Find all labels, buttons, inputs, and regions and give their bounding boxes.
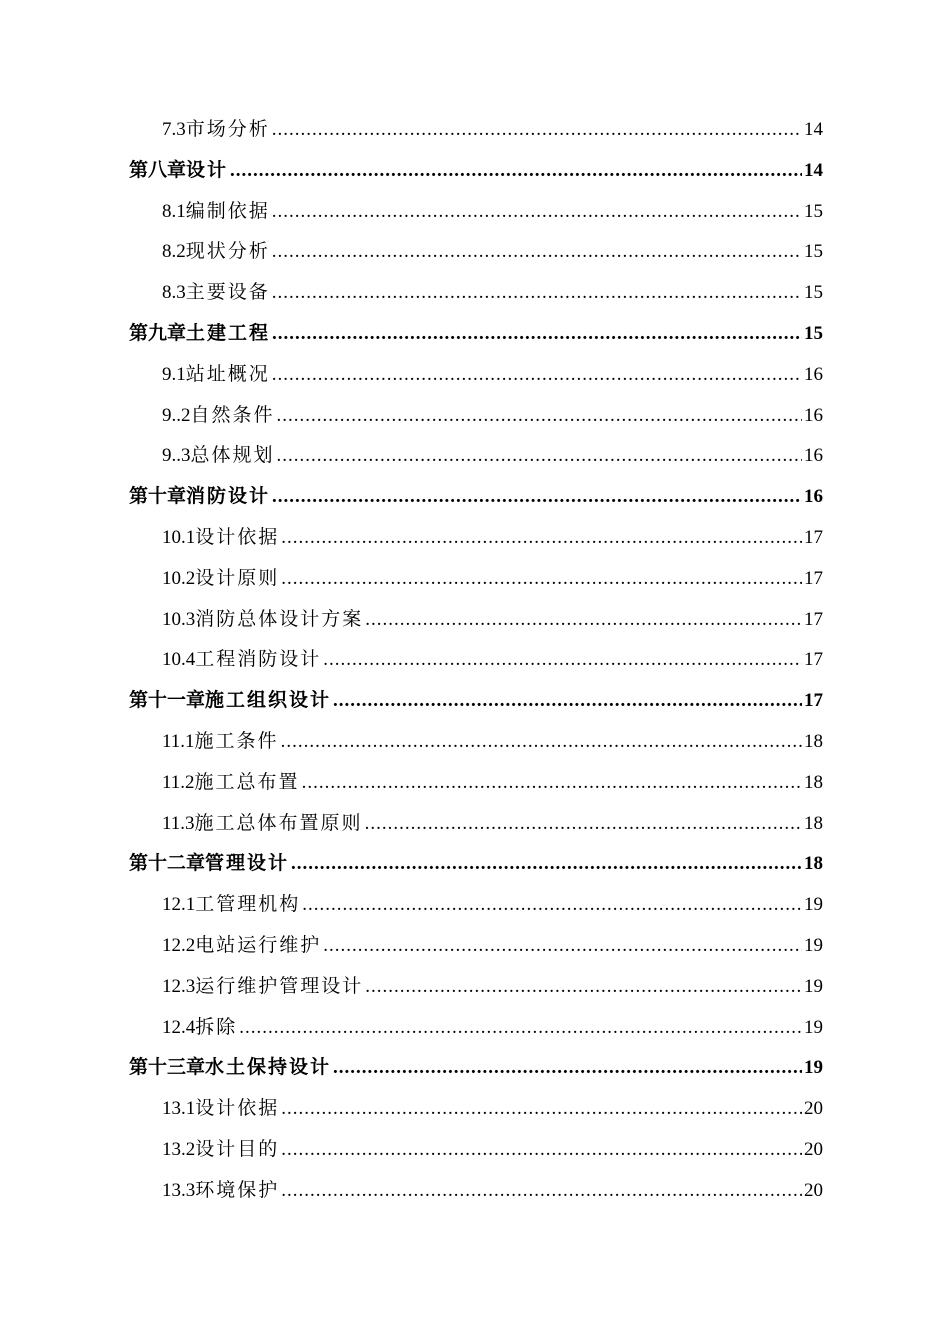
toc-entry-number: 12.3 — [162, 975, 196, 997]
toc-chapter-entry[interactable] — [0, 1047, 950, 1088]
toc-section-entry[interactable] — [0, 1007, 950, 1048]
toc-dot-leader — [230, 151, 802, 192]
toc-page-number: 17 — [804, 649, 823, 671]
toc-section-entry[interactable] — [0, 966, 950, 1007]
toc-entry-title: 现状分析 — [185, 240, 270, 263]
toc-page-number: 16 — [804, 363, 823, 385]
toc-entry-number: 13.3 — [162, 1179, 196, 1201]
toc-page-number: 17 — [804, 526, 823, 548]
toc-section-entry[interactable] — [0, 517, 950, 558]
toc-entry-title: 自然条件 — [190, 403, 275, 426]
toc-entry-title: 设计目的 — [195, 1137, 280, 1160]
toc-page-number: 14 — [804, 119, 823, 140]
toc-entry-number: 12.2 — [162, 934, 196, 956]
toc-page-number: 18 — [804, 812, 823, 834]
toc-page-number: 20 — [804, 1138, 823, 1160]
toc-section-entry[interactable] — [0, 721, 950, 762]
toc-entry-title: 施工总体布置原则 — [194, 811, 363, 834]
toc-entry-title: 设计依据 — [195, 1097, 280, 1120]
toc-dot-leader — [272, 110, 802, 151]
toc-page-number: 17 — [804, 567, 823, 589]
toc-dot-leader — [239, 1008, 802, 1049]
toc-dot-leader — [281, 1171, 802, 1212]
toc-chapter-entry[interactable] — [0, 680, 950, 721]
toc-section-entry[interactable] — [0, 191, 950, 232]
toc-entry-number: 10.4 — [162, 649, 196, 671]
toc-page-number: 17 — [804, 690, 823, 712]
toc-entry-number: 13.1 — [162, 1098, 196, 1120]
toc-chapter-entry[interactable] — [0, 476, 950, 517]
toc-section-entry[interactable] — [0, 1088, 950, 1129]
toc-section-entry[interactable] — [0, 762, 950, 803]
toc-entry-number: 7.3 — [162, 119, 186, 140]
toc-entry-number: 10.3 — [162, 608, 196, 630]
toc-dot-leader — [281, 518, 802, 559]
toc-dot-leader — [333, 1048, 802, 1089]
toc-entry-number: 11.1 — [162, 730, 195, 752]
toc-dot-leader — [272, 273, 802, 314]
toc-entry-number: 第八章 — [129, 159, 187, 181]
toc-page-number: 18 — [804, 771, 823, 793]
toc-page-number: 18 — [804, 730, 823, 752]
toc-entry-title: 施工组织设计 — [205, 689, 332, 712]
toc-page-number: 18 — [804, 853, 823, 875]
toc-entry-number: 9.1 — [162, 363, 186, 385]
toc-entry-number: 第十三章 — [129, 1057, 206, 1079]
toc-entry-number: 第十一章 — [129, 690, 206, 712]
toc-entry-title: 市场分析 — [185, 118, 270, 140]
toc-dot-leader — [272, 232, 802, 273]
toc-dot-leader — [272, 192, 802, 233]
toc-dot-leader — [272, 314, 802, 355]
toc-entry-title: 土建工程 — [186, 321, 271, 344]
toc-entry-title: 工管理机构 — [195, 893, 301, 916]
toc-dot-leader — [281, 1130, 802, 1171]
toc-entry-title: 水土保持设计 — [205, 1056, 332, 1079]
toc-dot-leader — [277, 436, 802, 477]
toc-entry-title: 设计依据 — [195, 525, 280, 548]
toc-chapter-entry[interactable] — [0, 843, 950, 884]
toc-dot-leader — [365, 804, 802, 845]
toc-page-number: 16 — [804, 486, 823, 508]
toc-entry-number: 第十章 — [129, 486, 187, 508]
toc-entry-number: 8.1 — [162, 200, 186, 222]
toc-page-number: 15 — [804, 282, 823, 304]
toc-section-entry[interactable] — [0, 1170, 950, 1211]
toc-entry-number: 第十二章 — [129, 853, 206, 875]
toc-entry-number: 9..2 — [162, 404, 191, 426]
toc-dot-leader — [323, 926, 802, 967]
toc-section-entry[interactable] — [0, 558, 950, 599]
toc-entry-number: 8.2 — [162, 241, 186, 263]
table-of-contents — [0, 109, 950, 1211]
toc-page-number: 16 — [804, 445, 823, 467]
toc-entry-title: 施工总布置 — [194, 770, 300, 793]
toc-entry-title: 环境保护 — [195, 1178, 280, 1201]
toc-page-number: 15 — [804, 200, 823, 222]
toc-section-entry[interactable] — [0, 925, 950, 966]
toc-entry-title: 主要设备 — [185, 281, 270, 304]
toc-entry-number: 12.4 — [162, 1016, 196, 1038]
toc-section-entry[interactable] — [0, 109, 950, 150]
toc-page-number: 15 — [804, 322, 823, 344]
toc-entry-title: 运行维护管理设计 — [195, 974, 364, 997]
toc-dot-leader — [365, 600, 802, 641]
toc-dot-leader — [302, 763, 802, 804]
toc-dot-leader — [365, 967, 802, 1008]
toc-page-number: 20 — [804, 1179, 823, 1201]
toc-dot-leader — [333, 681, 802, 722]
toc-dot-leader — [277, 396, 802, 437]
toc-entry-number: 11.3 — [162, 812, 195, 834]
toc-section-entry[interactable] — [0, 884, 950, 925]
toc-section-entry[interactable] — [0, 435, 950, 476]
toc-page-number: 14 — [804, 159, 823, 181]
toc-entry-number: 第九章 — [129, 322, 187, 344]
toc-section-entry[interactable] — [0, 231, 950, 272]
toc-dot-leader — [323, 640, 802, 681]
toc-section-entry[interactable] — [0, 395, 950, 436]
toc-section-entry[interactable] — [0, 639, 950, 680]
toc-entry-title: 站址概况 — [185, 362, 270, 385]
toc-entry-number: 8.3 — [162, 282, 186, 304]
toc-page-number: 20 — [804, 1098, 823, 1120]
toc-dot-leader — [272, 355, 802, 396]
toc-entry-title: 设计 — [186, 158, 229, 181]
toc-section-entry[interactable] — [0, 272, 950, 313]
toc-dot-leader — [281, 722, 802, 763]
toc-entry-number: 12.1 — [162, 894, 196, 916]
toc-page-number: 19 — [804, 1057, 823, 1079]
toc-entry-title: 总体规划 — [190, 444, 275, 467]
toc-section-entry[interactable] — [0, 1129, 950, 1170]
toc-dot-leader — [302, 885, 802, 926]
toc-entry-number: 10.1 — [162, 526, 196, 548]
toc-entry-title: 施工条件 — [194, 729, 279, 752]
toc-chapter-entry[interactable] — [0, 313, 950, 354]
toc-section-entry[interactable] — [0, 354, 950, 395]
toc-page-number: 19 — [804, 934, 823, 956]
toc-entry-number: 10.2 — [162, 567, 196, 589]
toc-entry-title: 工程消防设计 — [195, 648, 322, 671]
toc-entry-title: 设计原则 — [195, 566, 280, 589]
toc-section-entry[interactable] — [0, 803, 950, 844]
toc-page-number: 19 — [804, 1016, 823, 1038]
toc-entry-title: 管理设计 — [205, 852, 290, 875]
toc-page-number: 17 — [804, 608, 823, 630]
toc-page-number: 19 — [804, 894, 823, 916]
toc-dot-leader — [281, 1089, 802, 1130]
toc-page-number: 16 — [804, 404, 823, 426]
toc-entry-number: 13.2 — [162, 1138, 196, 1160]
toc-entry-title: 消防设计 — [186, 485, 271, 508]
toc-page-number: 19 — [804, 975, 823, 997]
toc-chapter-entry[interactable] — [0, 150, 950, 191]
toc-entry-title: 电站运行维护 — [195, 933, 322, 956]
toc-section-entry[interactable] — [0, 599, 950, 640]
toc-entry-number: 11.2 — [162, 771, 195, 793]
toc-page-number: 15 — [804, 241, 823, 263]
toc-dot-leader — [281, 559, 802, 600]
toc-dot-leader — [291, 844, 802, 885]
toc-entry-title: 编制依据 — [185, 199, 270, 222]
toc-entry-number: 9..3 — [162, 445, 191, 467]
toc-entry-title: 拆除 — [195, 1015, 238, 1038]
toc-entry-title: 消防总体设计方案 — [195, 607, 364, 630]
toc-dot-leader — [272, 477, 802, 518]
